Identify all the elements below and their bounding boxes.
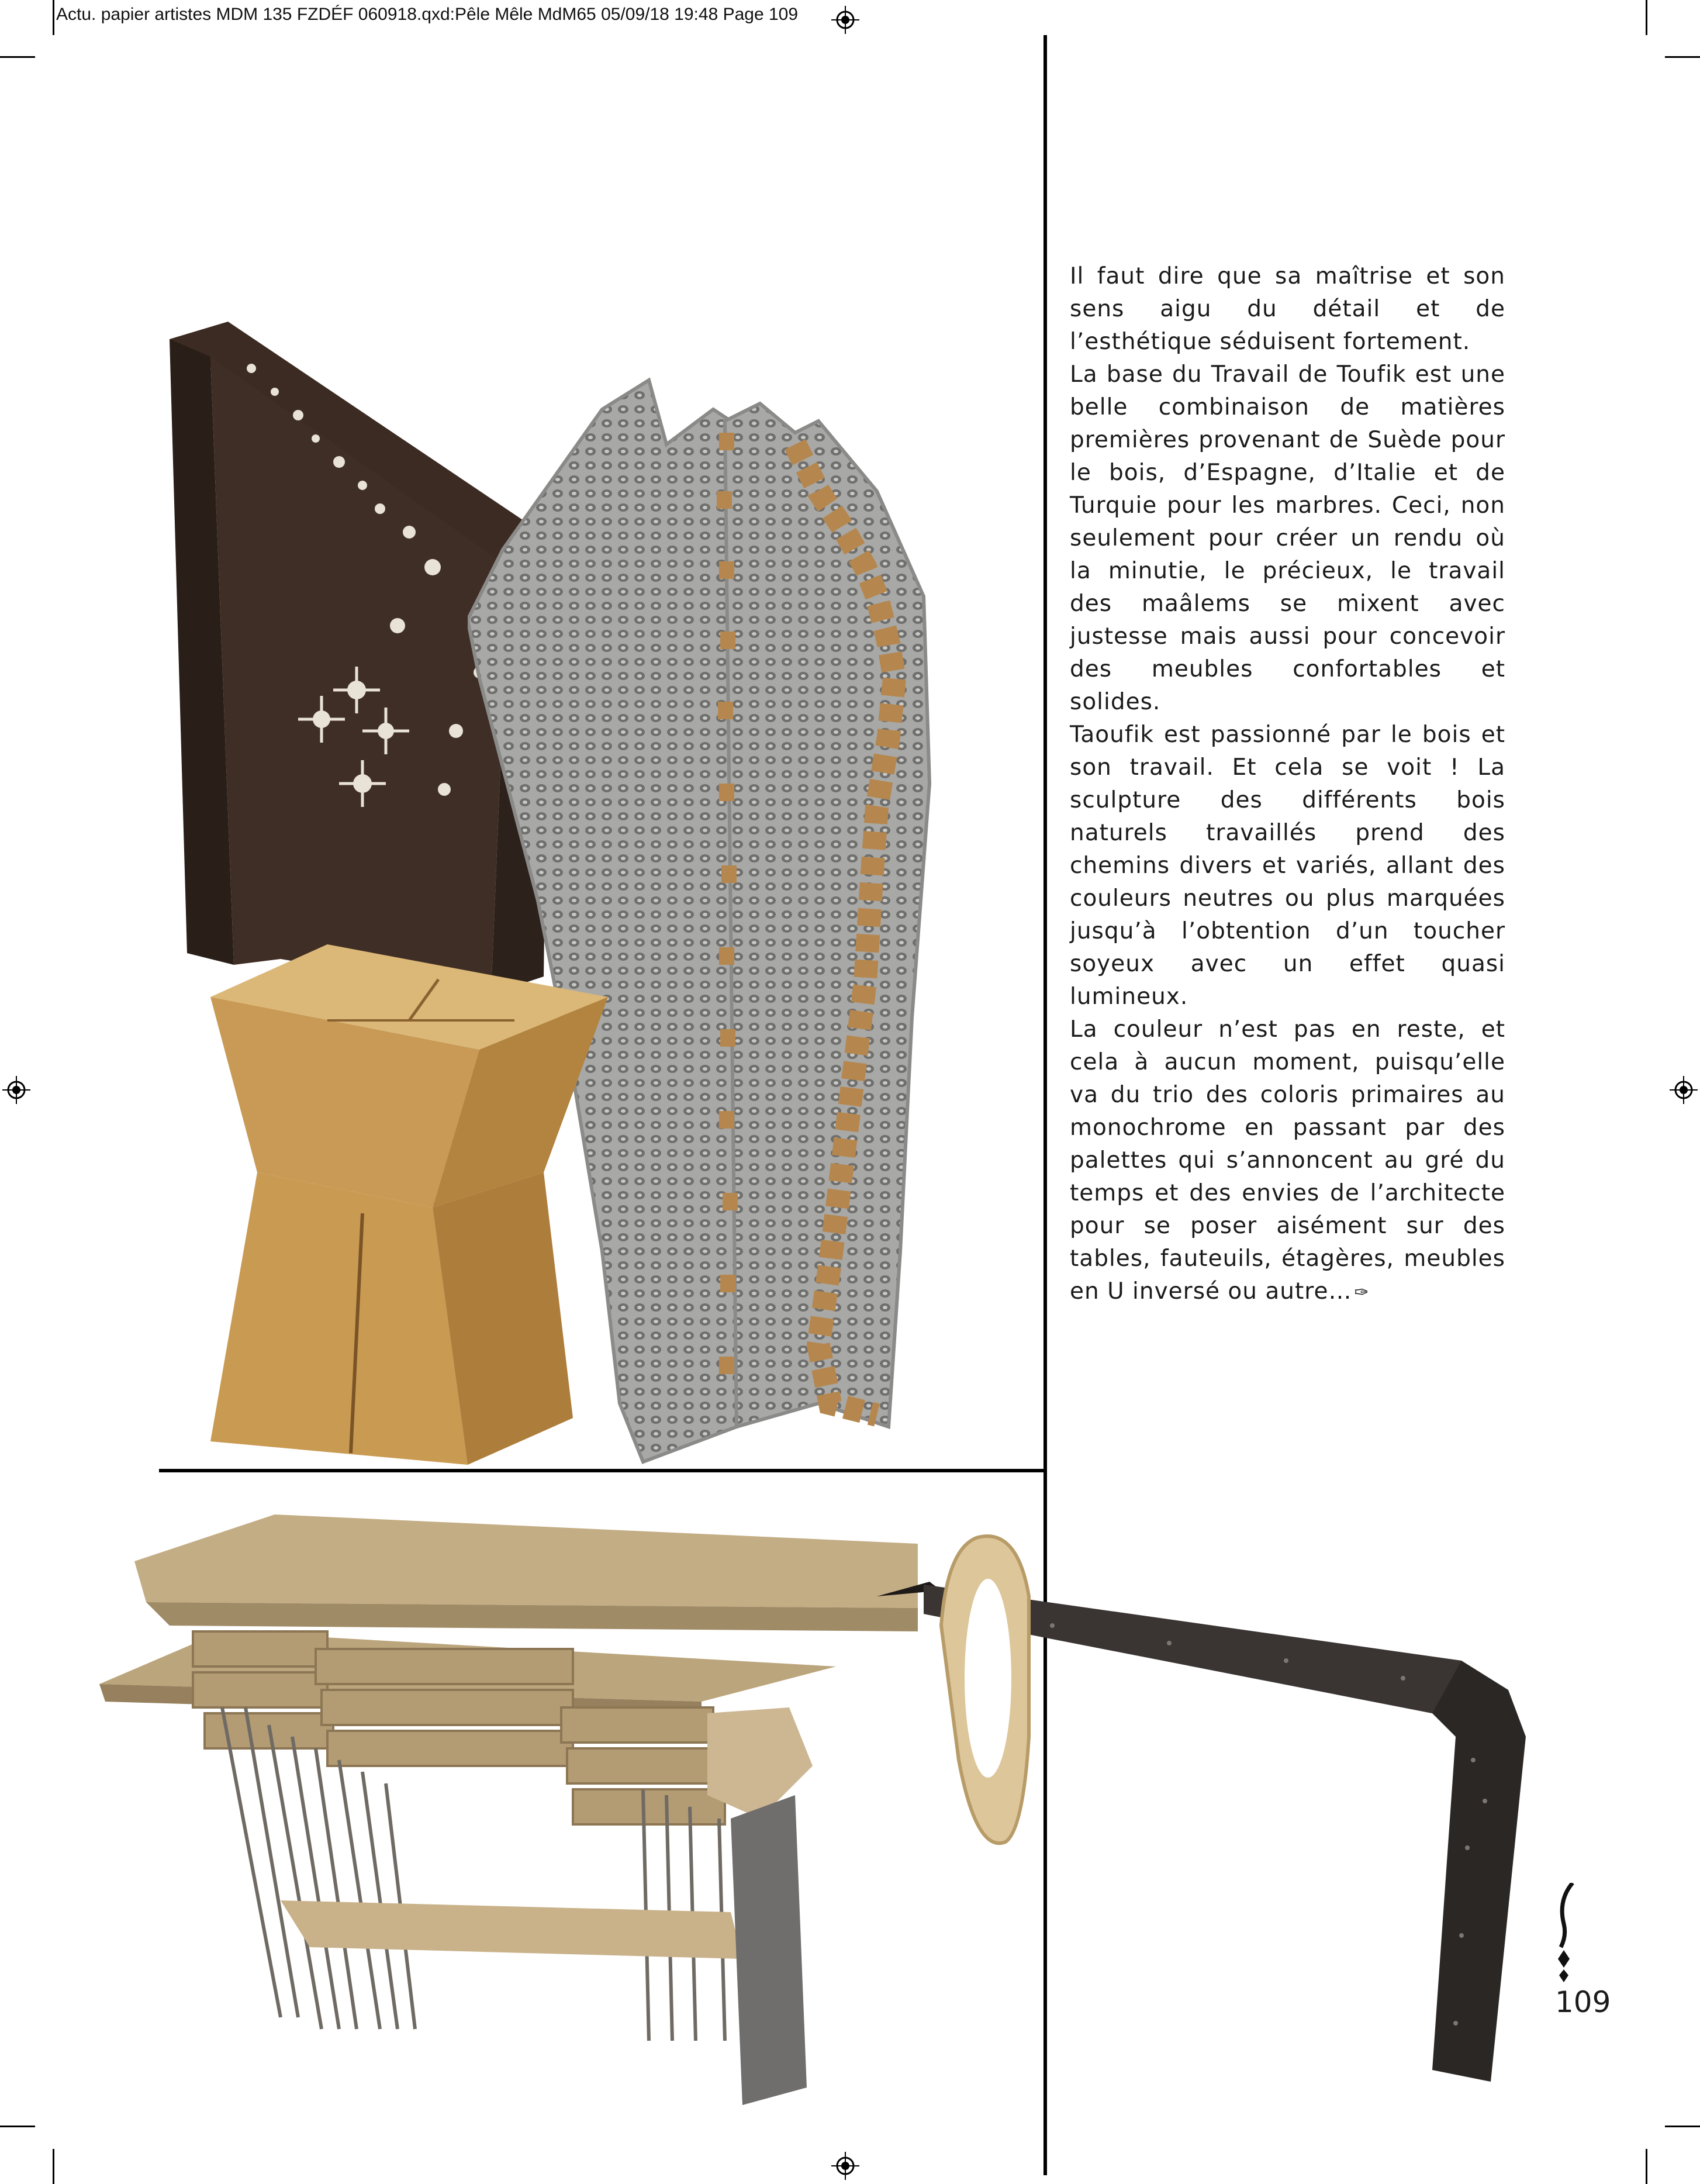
crop-mark: [0, 2126, 35, 2127]
article-paragraph: Il faut dire que sa maîtrise et son sens aigu du détail et de l’esthétique séduisent fortement.: [1070, 263, 1505, 355]
registration-mark-icon: [2, 1076, 30, 1104]
article-body: [1070, 260, 1505, 1309]
wood-stool-photo: [187, 939, 608, 1465]
metal-desk-photo: [877, 1526, 1543, 2082]
article-paragraph: La base du Travail de Toufik est une belle combinaison de matières premières provenant de Suède pour le bois, d’Espagne, d’Italie et de Turquie pour les marbres. Ceci, non seulement pour créer un rendu où la minutie, le précieux, le travail des maâlems se mixent avec justesse mais aussi pour concevoir des meubles confortables et solides.: [1070, 361, 1505, 715]
magazine-logo-icon: [1555, 1883, 1584, 1982]
end-of-article-icon: ✑: [1354, 1282, 1370, 1303]
crop-mark: [53, 0, 54, 35]
crop-mark: [1665, 56, 1700, 58]
slug-line: Actu. papier artistes MDM 135 FZDÉF 060918.qxd:Pêle Mêle MdM65 05/09/18 19:48 Page 109: [56, 5, 799, 24]
crop-mark: [1665, 2126, 1700, 2127]
wood-console-photo: [88, 1514, 918, 2105]
crop-mark: [1646, 0, 1647, 35]
article-paragraph: La couleur n’est pas en reste, et cela à aucun moment, puisqu’elle va du trio des coloris primaires au monochrome en passant par des palettes qui s’annoncent au gré du temps et des envies de l’architecte pour se poser aisément sur des tables, fauteuils, étagères, meubles en U inversé ou autre…: [1070, 1016, 1505, 1305]
page-number: 109: [1555, 1985, 1611, 2019]
crop-mark: [0, 56, 35, 58]
registration-mark-icon: [831, 6, 859, 34]
article-paragraph: Taoufik est passionné par le bois et son travail. Et cela se voit ! La sculpture des différents bois naturels travaillés prend des chemins divers et variés, allant des couleurs neutres ou plus marquées jusqu’à l’obtention d’un toucher soyeux avec un effet quasi lumineux.: [1070, 722, 1505, 1010]
registration-mark-icon: [831, 2152, 859, 2180]
crop-mark: [1646, 2149, 1647, 2184]
registration-mark-icon: [1670, 1076, 1698, 1104]
crop-mark: [53, 2149, 54, 2184]
